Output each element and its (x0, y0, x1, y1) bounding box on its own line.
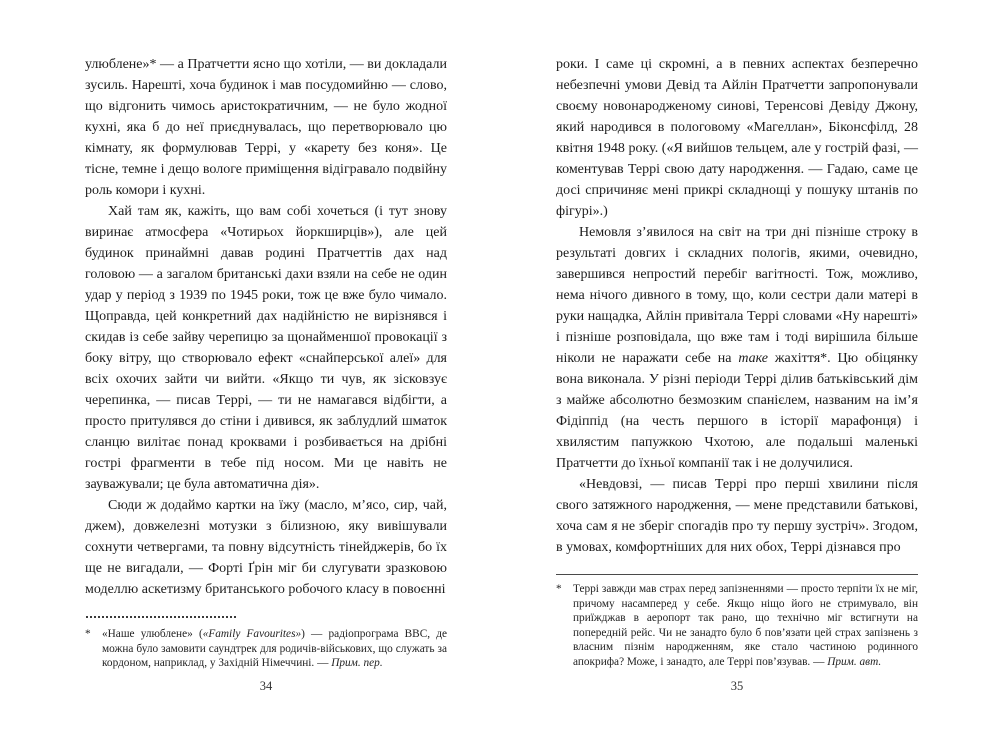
footnote-segment: ) — радіопрограма BBC, де можна було замовити саундтрек для родичів-військових, що служать за кордоном, наприклад, у Західній Німеччині. — (102, 628, 447, 670)
page-number-left: 34 (259, 679, 273, 693)
right-footnote (556, 574, 918, 670)
footnote-segment-italic: Прим. пер. (331, 657, 383, 670)
footnote-segment-italic: «Family Favourites» (202, 628, 302, 640)
footnote-row (556, 582, 918, 670)
paragraph (556, 222, 918, 474)
paragraph: «Невдовзі, — писав Террі про перші хвилини після свого затяжного народження, — мене представили батькові, хоча сам я не зберіг спогадів про ту першу зустріч». Згодом, в умовах, комфортніших для них обох, Террі дізнався про (556, 477, 918, 555)
footnote-separator-solid (556, 574, 918, 575)
right-page (556, 54, 918, 670)
footnote-text (102, 627, 447, 671)
footnote-segment: «Наше улюблене» ( (102, 628, 203, 640)
footnote-segment-italic: Прим. авт. (827, 655, 882, 668)
left-footnote (85, 616, 447, 671)
footnote-segment: Террі завжди мав страх перед запізненнями — просто терпіти їх не міг, причому насамперед у себе. Якщо ніщо його не стримувало, він приїжджав в аеропорт так рано, що технічно міг встигнути на попередній рейс. Чи не занадто було б пов’язати цей страх запізнень з власним пізнім народженням, яке стало частиною родинного апокрифа? Може, і занадто, але Террі пов’язував. — (573, 583, 918, 668)
paragraph: Хай там як, кажіть, що вам собі хочеться (і тут знову виринає атмосфера «Чотирьох йоркширців»), але цей будинок принаймні давав родині Пратчеттів дах над головою — а загалом британські дахи взяли на себе не один удар у період з 1939 по 1945 роки, тож це вже було чимало. Щоправда, цей конкретний дах надійністю не вирізнявся і скидав із себе зайву черепицю за щонайменшої провокації з боку вітру, що створювало ефект «снайперської алеї» для всіх охочих зайти чи вийти. «Якщо ти чув, як зісковзує черепинка, — писав Террі, — ти не намагався відбігти, а просто притулявся до стіни і дивився, як заблудлий шматок сланцю вилітає понад кроквами і розбивається на дрібні гострі фрагменти в тебе під носом. Ми це навіть не зауважували; це була автоматична дія». (85, 204, 447, 492)
footnote-marker: * (85, 628, 91, 640)
footnote-marker: * (556, 583, 562, 595)
paragraph: роки. І саме ці скромні, а в певних аспектах безперечно небезпечні умови Девід та Айлін Пратчетти запропонували своєму новонародженому синові, Теренсові Девіду Джону, який народився в пологовому «Магеллан», Біконсфілд, 28 квітня 1948 року. («Я вийшов тельцем, але у гострій фазі, — коментував Террі свою дату народження. — Гадаю, саме це досі спричиняє мені прикрі складнощі у пошуку штанів по фігурі».) (556, 57, 918, 219)
paragraph: улюблене»* — а Пратчетти ясно що хотіли, — ви докладали зусиль. Нарешті, хоча будинок і мав посудомийню — слово, що відгонить чимось аристократичним, — не було жодної кухні, яка б до неї приєднувалась, що перетворювало цю кімнату, як формулював Террі, у «карету без коня». Це тісне, темне і дещо вологе приміщення відігравало подвійну роль комори і кухні. (85, 57, 447, 198)
footnote-text (573, 582, 918, 670)
paragraph-segment: жахіття*. Цю обіцянку вона виконала. У різні періоди Террі ділив батьківський дім з майже абсолютно безмозким спанієлем, названим на ім’я Фідіппід (на честь першого в історії марафонця) і хвилястим папужкою Чхотою, але подальші маленькі Пратчетти до їхньої компанії так і не долучилися. (556, 351, 918, 471)
footnote-separator-dotted (86, 616, 236, 618)
page-number-right: 35 (730, 679, 744, 693)
footnote-row (85, 627, 447, 671)
left-page (85, 54, 447, 671)
paragraph: Сюди ж додаймо картки на їжу (масло, м’ясо, сир, чай, джем), довжелезні мотузки з білизною, яку вивішували сохнути четвергами, та повну відсутність тінейджерів, бо їх ще не вигадали, — Форті Ґрін міг би слугувати зразковою моделлю аскетизму британського робочого класу в повоєнні (85, 498, 447, 597)
paragraph-segment-italic: таке (738, 351, 769, 366)
paragraph-segment: Немовля з’явилося на світ на три дні пізніше строку в результаті довгих і складних пологів, якими, очевидно, завершився непростий перебіг вагітності. Тож, можливо, нема нічого дивного в тому, що, коли сестри дали матері в руки нащадка, Айлін привітала Террі словами «Ну нарешті» і пізніше розповідала, що вже там і тоді вирішила більше ніколи не наражати себе на (556, 225, 918, 366)
